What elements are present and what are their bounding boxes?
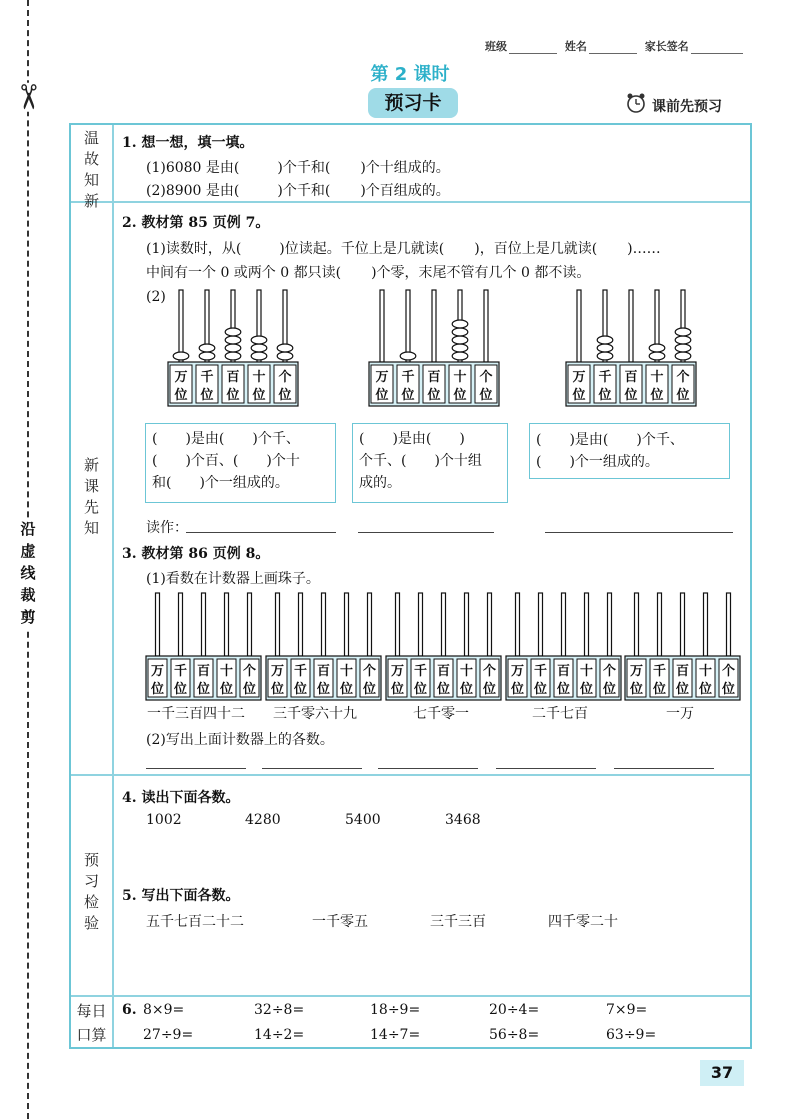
q6-r1-4: 20÷4= <box>489 1002 540 1018</box>
q1-title: 1. 想一想，填一填。 <box>122 135 254 151</box>
place-label-char: 位 <box>479 388 493 403</box>
place-label-char: 十 <box>650 370 664 385</box>
abacus-rod <box>322 593 326 656</box>
place-label-char: 个 <box>242 664 257 679</box>
abacus-rod <box>516 593 520 656</box>
abacus-rod <box>248 593 252 656</box>
abacus-rod <box>562 593 566 656</box>
q6-r1-3: 18÷9= <box>370 1002 421 1018</box>
q6-r2-1: 27÷9= <box>143 1027 194 1043</box>
place-label-char: 位 <box>219 682 234 697</box>
q6-r2-3: 14÷7= <box>370 1027 421 1043</box>
q3-answer-line-4[interactable] <box>496 754 596 769</box>
q3-number-3: 七千零一 <box>413 706 469 722</box>
place-label-char: 千 <box>598 370 612 385</box>
place-label-char: 位 <box>510 682 525 697</box>
place-label-char: 千 <box>652 664 667 679</box>
place-label-char: 位 <box>278 388 292 403</box>
place-label-char: 个 <box>482 664 497 679</box>
place-label-char: 位 <box>629 682 644 697</box>
place-label-char: 位 <box>533 682 548 697</box>
abacus-rod <box>442 593 446 656</box>
place-label-char: 位 <box>602 682 617 697</box>
place-label-char: 万 <box>572 370 586 385</box>
abacus-rod <box>299 593 303 656</box>
abacus-rod <box>156 593 160 656</box>
place-label-char: 千 <box>413 664 428 679</box>
abacus-rod <box>465 593 469 656</box>
abacus-rod <box>658 593 662 656</box>
place-label-char: 位 <box>174 388 188 403</box>
place-label-char: 位 <box>375 388 389 403</box>
place-label-char: 百 <box>436 664 451 679</box>
section-preview-check-label: 预 习 检 验 <box>83 851 99 932</box>
place-label-char: 十 <box>219 664 234 679</box>
q3-number-1: 一千三百四十二 <box>147 706 245 722</box>
place-label-char: 万 <box>629 664 644 679</box>
place-label-char: 十 <box>459 664 474 679</box>
place-label-char: 位 <box>200 388 214 403</box>
q4-item-2: 4280 <box>245 812 281 828</box>
abacus-rod <box>539 593 543 656</box>
place-label-char: 位 <box>150 682 165 697</box>
place-label-char: 位 <box>242 682 257 697</box>
place-label-char: 位 <box>482 682 497 697</box>
place-label-char: 千 <box>533 664 548 679</box>
q6-r1-2: 32÷8= <box>254 1002 305 1018</box>
place-label-char: 位 <box>721 682 736 697</box>
section-daily-label: 每日 口算 <box>76 1002 107 1044</box>
abacus-rod <box>276 593 280 656</box>
place-label-char: 十 <box>453 370 467 385</box>
place-label-char: 位 <box>173 682 188 697</box>
q3-answer-line-5[interactable] <box>614 754 714 769</box>
place-label-char: 位 <box>459 682 474 697</box>
abacus-rod <box>727 593 731 656</box>
abacus-rod <box>202 593 206 656</box>
abacus-rod <box>419 593 423 656</box>
abacus-q3-1 <box>146 593 261 700</box>
place-label-char: 位 <box>556 682 571 697</box>
place-label-char: 十 <box>339 664 354 679</box>
q2-p2: 中间有一个 0 或两个 0 都只读( )个零，末尾不管有几个 0 都不读。 <box>146 265 591 281</box>
q3-number-5: 一万 <box>666 706 694 722</box>
place-label-char: 百 <box>624 370 638 385</box>
q3-sub1: (1)看数在计数器上画珠子。 <box>146 571 320 587</box>
place-label-char: 位 <box>362 682 377 697</box>
place-label-char: 位 <box>252 388 266 403</box>
q5-title: 5. 写出下面各数。 <box>122 888 240 904</box>
place-label-char: 万 <box>390 664 405 679</box>
place-label-char: 位 <box>339 682 354 697</box>
abacus-rod <box>345 593 349 656</box>
place-label-char: 百 <box>675 664 690 679</box>
q6-r2-5: 63÷9= <box>606 1027 657 1043</box>
q3-answer-line-3[interactable] <box>378 754 478 769</box>
parent-sign-label: 家长签名 <box>644 40 689 53</box>
abacus-rod <box>396 593 400 656</box>
scissors-icon: ✂ <box>7 82 48 112</box>
q1-line1: (1)6080 是由( )个千和( )个十组成的。 <box>146 160 450 176</box>
place-label-char: 千 <box>293 664 308 679</box>
preview-label: 课前先预习 <box>652 99 722 115</box>
class-label: 班级 <box>485 40 507 53</box>
section-new-lesson-label: 新 课 先 知 <box>83 456 99 537</box>
abacus-q3-3 <box>386 593 501 700</box>
place-label-char: 位 <box>390 682 405 697</box>
q4-item-3: 5400 <box>345 812 381 828</box>
q3-sub2: (2)写出上面计数器上的各数。 <box>146 732 334 748</box>
abacus-rod <box>585 593 589 656</box>
place-label-char: 十 <box>579 664 594 679</box>
place-label-char: 位 <box>579 682 594 697</box>
place-label-char: 个 <box>479 370 493 385</box>
q2-box-c: ( )是由( )个千、 ( )个一组成的。 <box>529 423 730 479</box>
q2-box-a: ( )是由( )个千、 ( )个百、( )个十 和( )个一组成的。 <box>145 423 336 503</box>
place-label-char: 位 <box>226 388 240 403</box>
place-label-char: 个 <box>362 664 377 679</box>
q5-item-3: 三千三百 <box>430 914 486 930</box>
place-label-char: 千 <box>173 664 188 679</box>
abacus-rod <box>225 593 229 656</box>
cut-label: 沿 虚 线 裁 剪 <box>14 518 42 628</box>
q4-title: 4. 读出下面各数。 <box>122 790 240 806</box>
q2-p1: (1)读数时，从( )位读起。千位上是几就读( )，百位上是几就读( )…… <box>146 241 661 257</box>
place-label-char: 位 <box>436 682 451 697</box>
place-label-char: 位 <box>316 682 331 697</box>
abacus-rod <box>681 593 685 656</box>
q6-r2-2: 14÷2= <box>254 1027 305 1043</box>
place-label-char: 位 <box>676 388 690 403</box>
abacus-rod <box>179 593 183 656</box>
abacus-q3-5 <box>625 593 740 700</box>
q3-number-4: 二千七百 <box>532 706 588 722</box>
name-label: 姓名 <box>564 40 587 53</box>
place-label-char: 个 <box>602 664 617 679</box>
place-label-char: 百 <box>226 370 240 385</box>
card-title: 预习卡 <box>368 88 458 118</box>
place-label-char: 位 <box>401 388 415 403</box>
place-label-char: 位 <box>598 388 612 403</box>
place-label-char: 个 <box>278 370 292 385</box>
abacus-rod <box>608 593 612 656</box>
place-label-char: 位 <box>572 388 586 403</box>
place-label-char: 位 <box>427 388 441 403</box>
q6-number: 6. <box>122 1002 137 1018</box>
place-label-char: 千 <box>401 370 415 385</box>
place-label-char: 位 <box>453 388 467 403</box>
q3-answer-line-1[interactable] <box>146 754 246 769</box>
q2-box-b: ( )是由( ) 个千、( )个十组 成的。 <box>352 423 508 503</box>
place-label-char: 位 <box>650 388 664 403</box>
q3-number-2: 三千零六十九 <box>273 706 357 722</box>
q6-r1-5: 7×9= <box>606 1002 648 1018</box>
abacus-rod <box>635 593 639 656</box>
place-label-char: 万 <box>150 664 165 679</box>
abacus-rod <box>488 593 492 656</box>
place-label-char: 百 <box>316 664 331 679</box>
q6-r1-1: 8×9= <box>143 1002 185 1018</box>
place-label-char: 个 <box>721 664 736 679</box>
q4-item-4: 3468 <box>445 812 481 828</box>
place-label-char: 位 <box>698 682 713 697</box>
place-label-char: 万 <box>510 664 525 679</box>
q6-r2-4: 56÷8= <box>489 1027 540 1043</box>
q2-read-label: 读作： <box>146 520 188 536</box>
place-label-char: 位 <box>624 388 638 403</box>
q5-item-4: 四千零二十 <box>548 914 618 930</box>
abacus-q3-4 <box>506 593 621 700</box>
lesson-title: 第 2 课时 <box>370 64 450 85</box>
place-label-char: 万 <box>270 664 285 679</box>
place-label-char: 十 <box>252 370 266 385</box>
place-label-char: 百 <box>196 664 211 679</box>
q4-item-1: 1002 <box>146 812 182 828</box>
q2-title: 2. 教材第 85 页例 7。 <box>122 215 270 231</box>
place-label-char: 万 <box>174 370 188 385</box>
q2-sub2-label: (2) <box>146 289 166 305</box>
section-review-label: 温 故 知 新 <box>83 129 99 210</box>
place-label-char: 位 <box>675 682 690 697</box>
place-label-char: 位 <box>652 682 667 697</box>
q1-line2: (2)8900 是由( )个千和( )个百组成的。 <box>146 183 450 199</box>
place-label-char: 位 <box>293 682 308 697</box>
place-label-char: 千 <box>200 370 214 385</box>
place-label-char: 百 <box>556 664 571 679</box>
place-label-char: 万 <box>375 370 389 385</box>
abacus-rod <box>704 593 708 656</box>
place-label-char: 十 <box>698 664 713 679</box>
abacus-rod <box>368 593 372 656</box>
place-label-char: 个 <box>676 370 690 385</box>
place-label-char: 位 <box>270 682 285 697</box>
q5-item-2: 一千零五 <box>312 914 368 930</box>
abacus-q3-2 <box>266 593 381 700</box>
place-label-char: 位 <box>413 682 428 697</box>
place-label-char: 百 <box>427 370 441 385</box>
place-label-char: 位 <box>196 682 211 697</box>
page-number: 37 <box>700 1060 744 1086</box>
q3-answer-line-2[interactable] <box>262 754 362 769</box>
q3-title: 3. 教材第 86 页例 8。 <box>122 546 270 562</box>
q5-item-1: 五千七百二十二 <box>146 914 244 930</box>
